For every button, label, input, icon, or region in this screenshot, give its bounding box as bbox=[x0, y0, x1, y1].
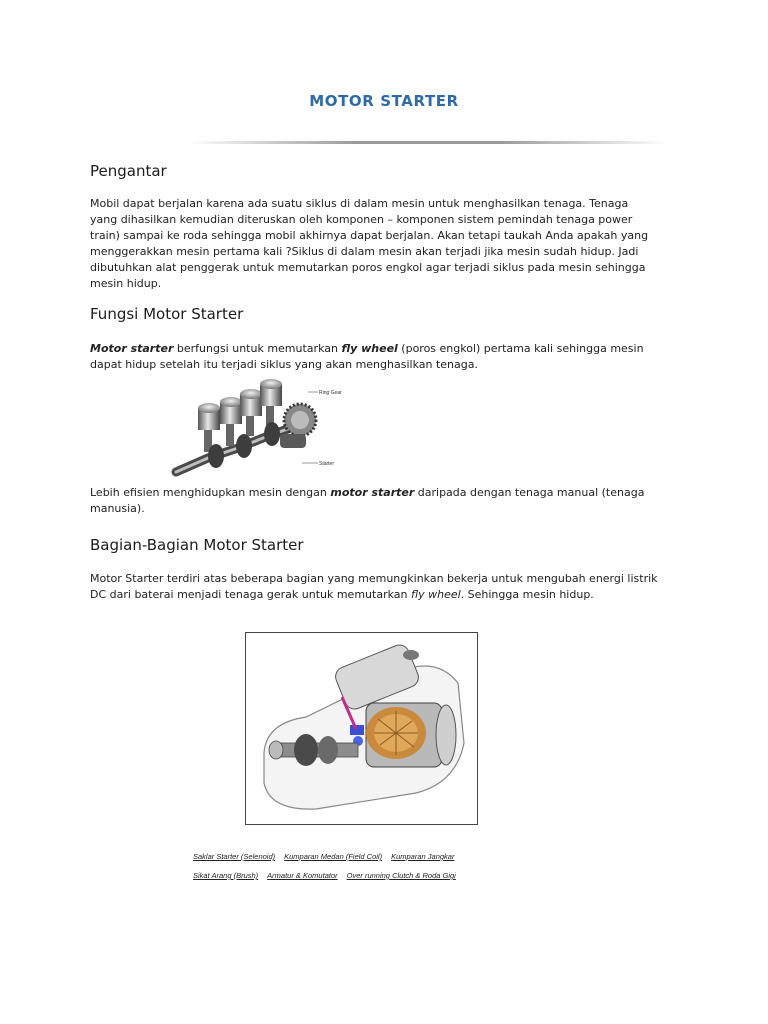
pengantar-line-1: Mobil dapat berjalan karena ada suatu siklus di dalam mesin untuk menghasilkan tenaga. Tenaga bbox=[90, 197, 629, 210]
fungsi-text-1: berfungsi untuk memutarkan bbox=[173, 342, 342, 355]
heading-pengantar: Pengantar bbox=[90, 162, 167, 180]
paragraph-pengantar bbox=[90, 196, 690, 292]
ring-gear-label: Ring Gear bbox=[319, 390, 342, 396]
page-title: MOTOR STARTER bbox=[309, 92, 459, 110]
bagian-text-3: . Sehingga mesin hidup. bbox=[460, 588, 594, 601]
legend-armature-coil-link[interactable]: Kumparan Jangkar bbox=[391, 852, 455, 861]
fungsi2-line-2: manusia). bbox=[90, 502, 145, 515]
bagian-line-1: Motor Starter terdiri atas beberapa bagian yang memungkinkan bekerja untuk mengubah energi listrik bbox=[90, 572, 658, 585]
term-motor-starter: Motor starter bbox=[90, 342, 174, 355]
legend-row-1 bbox=[193, 852, 488, 861]
legend-row-2 bbox=[193, 871, 488, 880]
heading-fungsi: Fungsi Motor Starter bbox=[90, 305, 244, 323]
paragraph-fungsi-2 bbox=[90, 485, 690, 517]
pengantar-line-6: mesin hidup. bbox=[90, 277, 162, 290]
legend-field-coil-link[interactable]: Kumparan Medan (Field Coil) bbox=[284, 852, 383, 861]
pengantar-line-4: menggerakkan mesin pertama kali ?Siklus di dalam mesin akan terjadi jika mesin sudah hidup. Jadi bbox=[90, 245, 639, 258]
term-fly-wheel: fly wheel bbox=[341, 342, 398, 355]
heading-bagian: Bagian-Bagian Motor Starter bbox=[90, 536, 304, 554]
legend-clutch-link[interactable]: Over running Clutch & Roda Gigi bbox=[346, 871, 456, 880]
legend-commutator-link[interactable]: Armatur & Komutator bbox=[267, 871, 338, 880]
legend-brush-link[interactable]: Sikat Arang (Brush) bbox=[193, 871, 259, 880]
term-motor-starter-2: motor starter bbox=[330, 486, 415, 499]
pengantar-line-5: dibutuhkan alat penggerak untuk memutarkan poros engkol agar terjadi siklus pada mesin sehingga bbox=[90, 261, 646, 274]
paragraph-fungsi-1 bbox=[90, 341, 690, 373]
bagian-text-2: DC dari baterai menjadi tenaga gerak untuk memutarkan bbox=[90, 588, 411, 601]
pengantar-line-3: train) sampai ke roda sehingga mobil akhirnya dapat berjalan. Akan tetapi taukah Anda apakah yang bbox=[90, 229, 649, 242]
fungsi-text-2: (poros engkol) pertama kali sehingga mesin bbox=[397, 342, 644, 355]
fungsi-line-2: dapat hidup setelah itu terjadi siklus yang akan menghasilkan tenaga. bbox=[90, 358, 478, 371]
paragraph-bagian bbox=[90, 571, 690, 603]
motor-starter-cutaway-image bbox=[245, 632, 478, 825]
legend-solenoid-link[interactable]: Saklar Starter (Selenoid) bbox=[193, 852, 276, 861]
engine-crankshaft-image bbox=[168, 374, 344, 486]
title-divider bbox=[188, 141, 668, 144]
fungsi2-text-1: Lebih efisien menghidupkan mesin dengan bbox=[90, 486, 331, 499]
pengantar-line-2: yang dihasilkan kemudian diteruskan oleh komponen – komponen sistem pemindah tenaga power bbox=[90, 213, 633, 226]
fungsi2-text-2: daripada dengan tenaga manual (tenaga bbox=[414, 486, 645, 499]
starter-label: Starter bbox=[319, 461, 335, 467]
term-fly-wheel-2: fly wheel bbox=[410, 588, 461, 601]
